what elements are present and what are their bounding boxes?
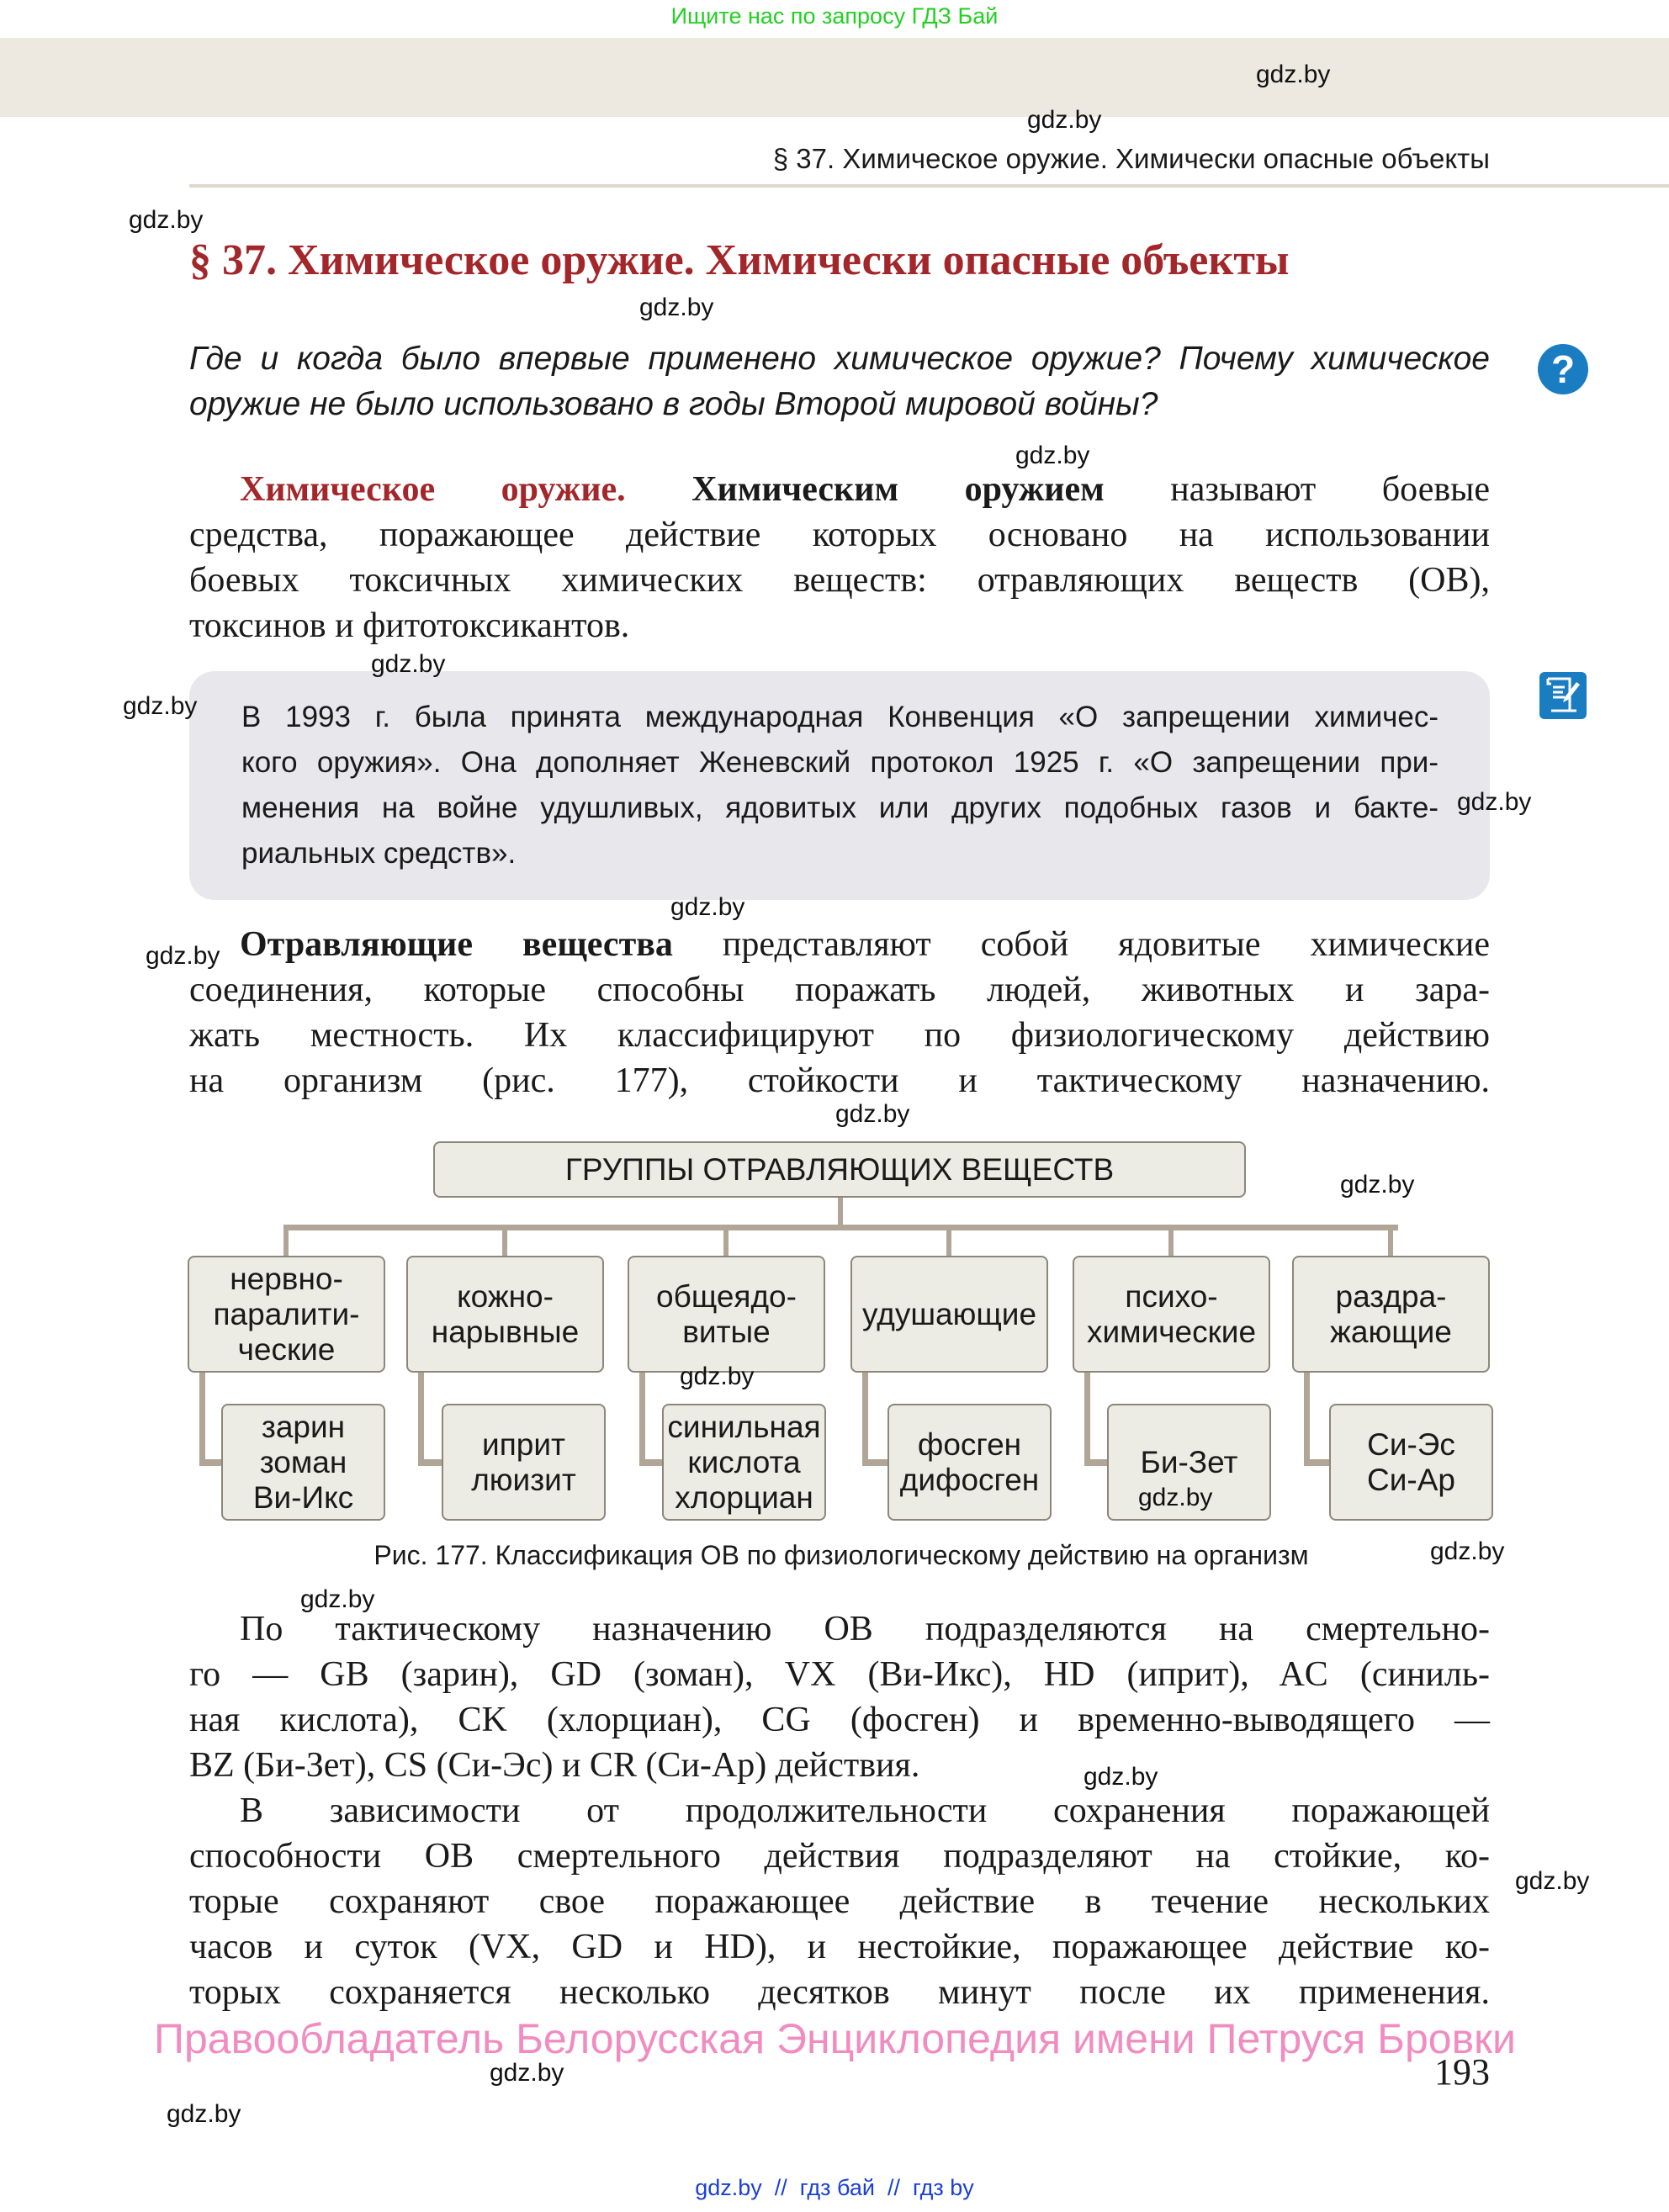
- paragraph-line: По тактическому назначению ОВ подразделяются на смертельно-: [240, 1610, 1490, 1648]
- connector: [946, 1227, 951, 1256]
- watermark: gdz.by: [1457, 788, 1532, 816]
- connector: [723, 1227, 729, 1256]
- paragraph-persistence: [189, 1788, 1490, 2015]
- paragraph-line: ная кислота), CK (хлорциан), CG (фосген) и временно-выводящего —: [189, 1701, 1490, 1739]
- section-title: § 37. Химическое оружие. Химически опасные объекты: [189, 236, 1290, 284]
- connector: [1084, 1373, 1090, 1465]
- paragraph-line: торых сохраняется несколько десятков минут после их применения.: [189, 1973, 1490, 2012]
- watermark: gdz.by: [1256, 61, 1331, 88]
- paragraph-line: [189, 467, 1490, 512]
- connector: [502, 1227, 507, 1256]
- watermark: gdz.by: [371, 650, 446, 678]
- question-line: оружие не было использовано в годы Второй мировой войны?: [189, 386, 1158, 422]
- connector: [199, 1459, 221, 1466]
- top-search-note: Ищите нас по запросу ГДЗ Бай: [670, 3, 999, 29]
- agents-box: Си-Эс Си-Ар: [1329, 1404, 1493, 1521]
- connector: [283, 1225, 1398, 1230]
- group-box: нервно- паралити- ческие: [188, 1256, 385, 1373]
- group-box: кожно- нарывные: [406, 1256, 604, 1373]
- subheading: Химическое оружие.: [240, 470, 626, 509]
- note-line: менения на войне удушливых, ядовитых или других подобных газов и бакте-: [241, 791, 1439, 824]
- connector: [418, 1373, 424, 1465]
- note-box-text: [241, 695, 1439, 876]
- header-band: [0, 38, 1669, 117]
- connector: [1304, 1459, 1329, 1466]
- paragraph-line: боевых токсичных химических веществ: отравляющих веществ (ОВ),: [189, 561, 1490, 600]
- paragraph-line: го — GB (зарин), GD (зоман), VX (Ви-Икс), HD (иприт), AC (синиль-: [189, 1655, 1490, 1694]
- watermark: gdz.by: [490, 2059, 564, 2087]
- connector: [1304, 1373, 1310, 1465]
- connector: [639, 1373, 645, 1465]
- agents-box: иприт люизит: [442, 1404, 606, 1521]
- connector: [1388, 1227, 1393, 1256]
- paragraph-toxic-agents: [189, 922, 1490, 1103]
- paragraph-tactical: [189, 1606, 1490, 1788]
- paragraph-chemical-weapon: [189, 467, 1490, 648]
- watermark: gdz.by: [123, 692, 198, 720]
- paragraph-line: жать местность. Их классифицируют по физиологическому действию: [189, 1016, 1490, 1055]
- watermark: gdz.by: [1340, 1171, 1415, 1199]
- agents-box: зарин зоман Ви-Икс: [221, 1404, 385, 1521]
- page-number: 193: [1434, 2051, 1490, 2093]
- term: Отравляющие вещества: [240, 925, 673, 964]
- notebook-pencil-icon: [1538, 670, 1588, 721]
- intro-questions: [189, 336, 1490, 427]
- question-line: Где и когда было впервые применено химическое оружие? Почему химическое: [189, 341, 1490, 377]
- connector: [283, 1227, 289, 1256]
- watermark: gdz.by: [670, 893, 745, 921]
- paragraph-line: часов и суток (VX, GD и HD), и нестойкие, поражающее действие ко-: [189, 1928, 1490, 1966]
- watermark: gdz.by: [146, 942, 220, 970]
- paragraph-line: средства, поражающее действие которых основано на использовании: [189, 516, 1490, 554]
- group-box: удушающие: [850, 1256, 1048, 1373]
- watermark: gdz.by: [1515, 1867, 1590, 1895]
- note-line: риальных средств».: [241, 837, 517, 870]
- paragraph-line: соединения, которые способны поражать людей, животных и зара-: [189, 971, 1490, 1009]
- footer-links[interactable]: gdz.by // гдз бай // гдз by: [695, 2175, 974, 2200]
- text: называют боевые: [1170, 470, 1491, 509]
- connector: [639, 1459, 662, 1466]
- connector: [199, 1373, 205, 1465]
- note-line: В 1993 г. была принята международная Конвенция «О запрещении химичес-: [241, 701, 1439, 733]
- watermark: gdz.by: [1430, 1537, 1505, 1565]
- copyright-notice: Правообладатель Белорусская Энциклопедия имени Петруся Бровки: [154, 2015, 1516, 2062]
- header-rule: [189, 184, 1669, 188]
- group-box: психо- химические: [1073, 1256, 1270, 1373]
- agents-box: Би-Зет: [1107, 1404, 1271, 1521]
- watermark: gdz.by: [639, 294, 714, 321]
- watermark: gdz.by: [129, 206, 204, 234]
- group-box: раздра- жающие: [1292, 1256, 1490, 1373]
- running-header: § 37. Химическое оружие. Химически опасные объекты: [772, 143, 1490, 174]
- watermark: gdz.by: [167, 2100, 241, 2128]
- text: представляют собой ядовитые химические: [722, 925, 1490, 964]
- watermark: gdz.by: [680, 1363, 755, 1390]
- connector: [862, 1459, 887, 1466]
- paragraph-line: [189, 922, 1490, 967]
- diagram-root: ГРУППЫ ОТРАВЛЯЮЩИХ ВЕЩЕСТВ: [433, 1141, 1246, 1198]
- watermark: gdz.by: [1138, 1484, 1213, 1511]
- connector: [1168, 1227, 1174, 1256]
- group-box: общеядо- витые: [628, 1256, 825, 1373]
- paragraph-line: способности ОВ смертельного действия подразделяют на стойкие, ко-: [189, 1837, 1490, 1876]
- paragraph-line: токсинов и фитотоксикантов.: [189, 606, 630, 645]
- watermark: gdz.by: [1015, 442, 1090, 469]
- watermark: gdz.by: [1084, 1763, 1158, 1791]
- paragraph-line: торые сохраняют свое поражающее действие в течение нескольких: [189, 1882, 1490, 1921]
- connector: [862, 1373, 868, 1465]
- question-icon: ?: [1538, 344, 1588, 394]
- watermark: gdz.by: [1027, 106, 1102, 134]
- connector: [1084, 1459, 1107, 1466]
- agents-box: синильная кислота хлорциан: [662, 1404, 826, 1521]
- connector: [838, 1198, 843, 1227]
- agents-box: фосген дифосген: [887, 1404, 1052, 1521]
- paragraph-line: на организм (рис. 177), стойкости и тактическому назначению.: [189, 1061, 1490, 1100]
- watermark: gdz.by: [300, 1585, 375, 1613]
- watermark: gdz.by: [835, 1100, 910, 1128]
- term: Химическим оружием: [691, 470, 1105, 509]
- connector: [418, 1459, 442, 1466]
- paragraph-line: В зависимости от продолжительности сохранения поражающей: [240, 1791, 1490, 1830]
- note-line: кого оружия». Она дополняет Женевский протокол 1925 г. «О запрещении при-: [241, 746, 1439, 779]
- paragraph-line: BZ (Би-Зет), CS (Си-Эс) и CR (Си-Ар) действия.: [189, 1746, 920, 1785]
- figure-caption: Рис. 177. Классификация ОВ по физиологическому действию на организм: [374, 1540, 1309, 1570]
